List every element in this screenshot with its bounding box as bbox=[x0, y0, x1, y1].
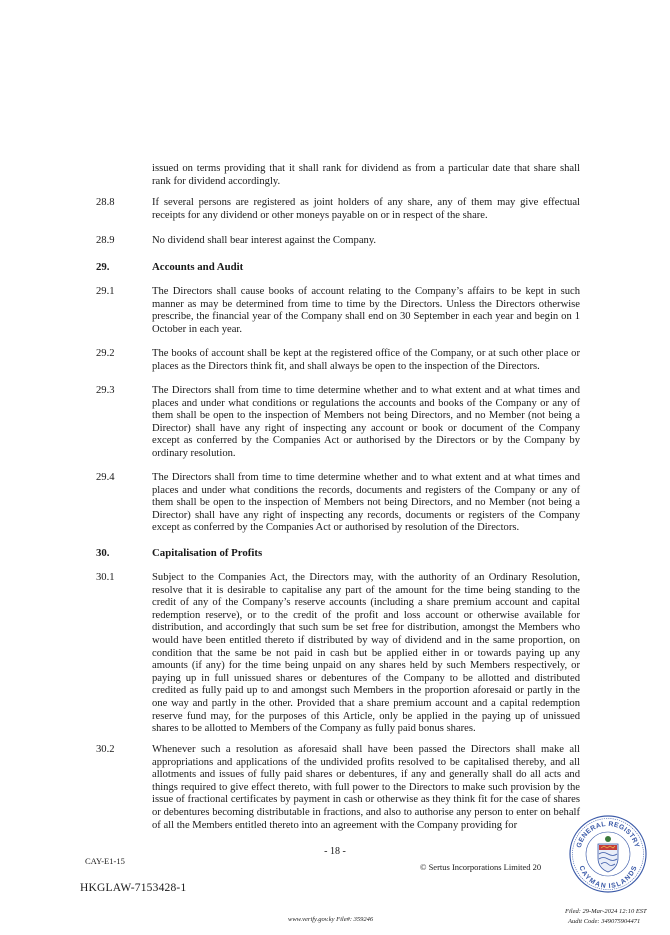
clause-number: 29.4 bbox=[96, 472, 115, 483]
clause-number: 28.8 bbox=[96, 197, 115, 208]
clause-text: The Directors shall from time to time determine whether and to what extent and at what times and places and under what conditions or regulations the accounts and books of the Company or any of them shall be open to the inspection of Members not being Directors, and no Member (not being a Director) shall have any right of inspecting any account or book or document of the Company except as conferred by the Companies Act or authorised by the Directors or by the Company by ordinary resolution. bbox=[152, 385, 580, 459]
clause-number: 29.2 bbox=[96, 348, 115, 359]
clause-number: 28.9 bbox=[96, 235, 115, 246]
page-number: - 18 - bbox=[324, 846, 346, 857]
clause-text: Subject to the Companies Act, the Directors may, with the authority of an Ordinary Resolution, resolve that it is desirable to capitalise any part of the amount for the time being standing to the credit of any of the Company’s reserve accounts (including a share premium account and capital redemption reserve), or to the credit of the profit and loss account or otherwise available for distribution, and accordingly that such sum be set free for distribution, amongst the Members who would have been entitled thereto if distributed by way of dividend and in the same proportion, on condition that the same be not paid in cash but be applied either in or towards paying up any amounts (if any) for the time being unpaid on any shares held by such Members respectively, or paying up in full unissued shares or debentures of the Company to be allotted and distributed credited as fully paid up to and amongst such Members in the proportion aforesaid or partly in the one way and partly in the other. Provided that a share premium account and a capital redemption reserve fund may, for the purposes of this Article, only be applied in the paying up of unissued shares to be allotted to Members of the Company as fully paid bonus shares. bbox=[152, 572, 580, 735]
heading-number: 30. bbox=[96, 547, 110, 559]
clause-text: The Directors shall from time to time determine whether and to what extent and at what times and places and under what conditions the records, documents and registers of the Company or any of them shall be open to the inspection of Members not being Directors, and no Member (not being a Director) shall have any right of inspecting any records, documents or registers of the Company except as conferred by the Companies Act or authorised by resolution of the Directors. bbox=[152, 472, 580, 534]
registry-seal-icon bbox=[568, 814, 648, 894]
footer-copyright: © Sertus Incorporations Limited 20 bbox=[420, 862, 542, 872]
verify-url: www.verify.gov.ky File#: 359246 bbox=[288, 916, 374, 923]
heading-number: 29. bbox=[96, 261, 110, 273]
footer-code: CAY-E1-15 bbox=[85, 856, 125, 866]
clause-number: 30.1 bbox=[96, 572, 115, 583]
clause-number: 29.3 bbox=[96, 385, 115, 396]
clause-text: Whenever such a resolution as aforesaid shall have been passed the Directors shall make all appropriations and applications of the undivided profits resolved to be capitalised thereby, and all allotments and issues of fully paid shares or debentures, if any and generally shall do all acts and things required to give effect thereto, with full power to the Directors to make such provision by the issue of fractional certificates by payment in cash or otherwise as they think fit for the case of shares or debentures becoming distributable in fractions, and also to authorise any person to enter on behalf of all the Members entitled thereto into an agreement with the Company providing for bbox=[152, 744, 580, 831]
clause-number: 30.2 bbox=[96, 744, 115, 755]
clause-number: 29.1 bbox=[96, 286, 115, 297]
clause-text: If several persons are registered as joint holders of any share, any of them may give effectual receipts for any dividend or other moneys payable on or in respect of the share. bbox=[152, 197, 580, 221]
continuation-text: issued on terms providing that it shall rank for dividend as from a particular date that share shall rank for dividend accordingly. bbox=[152, 163, 580, 187]
clause-text: The Directors shall cause books of account relating to the Company’s affairs to be kept in such manner as may be determined from time to time by the Directors. Unless the Directors otherwise prescribe, the financial year of the Company shall end on 30 September in each year and begin on 1 October in each year. bbox=[152, 286, 580, 335]
document-reference: HKGLAW-7153428-1 bbox=[80, 882, 187, 894]
heading-title: Capitalisation of Profits bbox=[152, 547, 263, 559]
heading-title: Accounts and Audit bbox=[152, 261, 244, 273]
seal-bottom-text: CAYMAN ISLANDS bbox=[577, 864, 639, 891]
audit-code: Audit Code: 349075904471 bbox=[568, 918, 641, 925]
clause-text: The books of account shall be kept at the registered office of the Company, or at such other place or places as the Directors think fit, and shall always be open to the inspection of the Directors. bbox=[152, 348, 580, 372]
seal-top-text: GENERAL REGISTRY bbox=[575, 820, 641, 849]
clause-text: No dividend shall bear interest against the Company. bbox=[152, 235, 377, 246]
filed-stamp: Filed: 29-Mar-2024 12:10 EST bbox=[565, 908, 647, 915]
